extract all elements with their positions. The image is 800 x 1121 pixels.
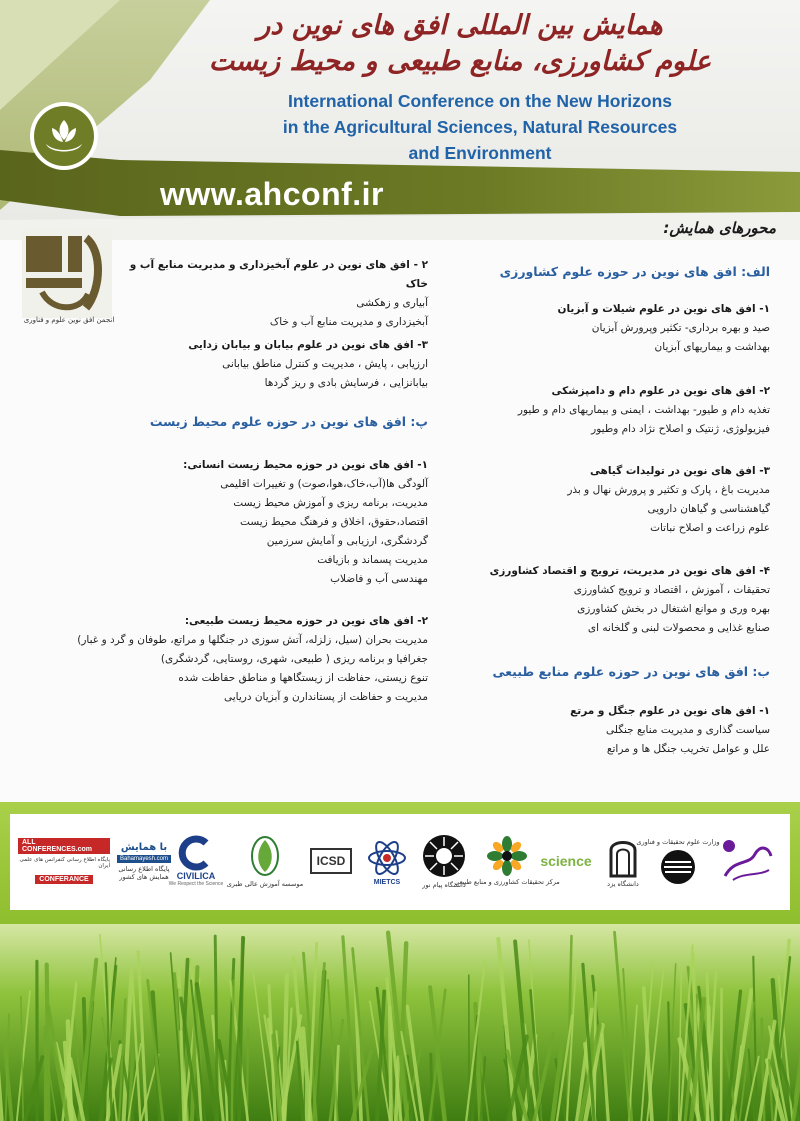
group-line: اقتصاد،حقوق، اخلاق و فرهنگ محیط زیست bbox=[240, 516, 428, 528]
group-title: ۱- افق های نوین در علوم جنگل و مرتع bbox=[570, 705, 770, 717]
bahamayesh-title: با همایش bbox=[120, 841, 168, 853]
agri-research-caption: مرکز تحقیقات کشاورزی و منابع طبیعی bbox=[454, 878, 560, 886]
group-line: آلودگی ها(آب،خاک،هوا،صوت) و تغییرات اقلیمی bbox=[220, 478, 428, 490]
group-line: تحقیقات ، آموزش ، اقتصاد و ترویج کشاورزی bbox=[573, 584, 770, 596]
bahamayesh-caption1: پایگاه اطلاع رسانی bbox=[118, 864, 170, 873]
group-line: مدیریت و حفاظت از پستاندارن و آبزیان دریایی bbox=[223, 691, 428, 703]
association-caption: انجمن افق نوین علوم و فناوری bbox=[23, 316, 115, 324]
grass-blade bbox=[721, 989, 722, 1121]
group-line: مدیریت بحران (سیل، زلزله، آتش سوزی در جنگلها و مراتع، طوفان و گرد و غبار) bbox=[77, 634, 428, 646]
group-line: آبیاری و زهکشی bbox=[356, 297, 428, 309]
yazd-caption: دانشگاه یزد bbox=[607, 880, 639, 888]
section-natural-resources-heading: ب: افق های نوین در حوزه علوم منابع طبیعی bbox=[492, 664, 770, 679]
agri-group-3 bbox=[430, 462, 770, 538]
group-line: علل و عوامل تخریب جنگل ها و مراتع bbox=[606, 743, 770, 755]
nr-group-2 bbox=[128, 256, 428, 332]
group-line: تنوع زیستی، حفاظت از زیستگاهها و مناطق حفاظت شده bbox=[178, 672, 428, 684]
title-english-line1: International Conference on the New Horizons bbox=[287, 91, 673, 111]
agri-research-center-logo[interactable] bbox=[454, 826, 560, 896]
group-line: گیاهشناسی و گیاهان دارویی bbox=[647, 503, 770, 515]
ministry-emblem-icon bbox=[659, 848, 697, 886]
group-line: بهداشت و بیماریهای آبزیان bbox=[654, 341, 770, 353]
group-title: ۲ - افق های نوین در علوم آبخیزداری و مدیریت منابع آب و خاک bbox=[129, 259, 428, 290]
icsd-logo[interactable] bbox=[306, 826, 356, 896]
calligraphy-emblem-icon bbox=[719, 836, 775, 886]
environment-institute-logo[interactable] bbox=[226, 826, 304, 896]
atom-icon bbox=[366, 837, 408, 879]
science-logo[interactable] bbox=[534, 826, 598, 896]
title-persian-line1: همایش بین المللی افق های نوین در bbox=[257, 10, 663, 41]
group-line: تغذیه دام و طیور- بهداشت ، ایمنی و بیماریهای دام و طیور bbox=[517, 404, 770, 416]
group-line: صید و بهره برداری- تکثیر وپرورش آبزیان bbox=[591, 322, 770, 334]
group-line: مدیریت، برنامه ریزی و آموزش محیط زیست bbox=[233, 497, 428, 509]
group-line: بهره وری و موانع اشتغال در بخش کشاورزی bbox=[577, 603, 770, 615]
flower-star-icon bbox=[487, 836, 527, 876]
group-title: ۳- افق های نوین در تولیدات گیاهی bbox=[589, 465, 770, 477]
leaf-emblem-icon bbox=[248, 834, 282, 878]
grass-blade bbox=[390, 1008, 391, 1121]
title-persian-line2: علوم کشاورزی، منابع طبیعی و محیط زیست bbox=[208, 46, 712, 77]
agri-group-2 bbox=[410, 382, 770, 439]
association-logo-icon bbox=[22, 228, 112, 318]
ministry-caption: وزارت علوم تحقیقات و فناوری bbox=[636, 838, 720, 846]
section-natural-resources bbox=[470, 662, 770, 682]
conference-emblem-icon bbox=[28, 100, 100, 172]
group-title: ۴- افق های نوین در مدیریت، ترویج و اقتصاد کشاورزی bbox=[489, 565, 770, 577]
civilica-tagline: We Respect the Science bbox=[168, 881, 224, 887]
section-agriculture bbox=[470, 262, 770, 282]
arch-emblem-icon bbox=[607, 834, 639, 878]
group-line: بیابانزایی ، فرسایش بادی و ریز گردها bbox=[264, 377, 428, 389]
axes-title: محورهای همایش: bbox=[663, 219, 776, 237]
environment-institute-caption: موسسه آموزش عالی طبری bbox=[226, 880, 304, 888]
group-line: مدیریت باغ ، پارک و تکثیر و پرورش نهال و بذر bbox=[567, 484, 770, 496]
group-line: مدیریت پسماند و بازیافت bbox=[317, 554, 428, 566]
group-line: صنایع غذایی و محصولات لبنی و گلخانه ای bbox=[587, 622, 770, 634]
title-english-line2: in the Agricultural Sciences, Natural Resources bbox=[282, 117, 678, 137]
env-group-2 bbox=[28, 612, 428, 707]
sunburst-icon bbox=[421, 833, 467, 879]
icsd-label: ICSD bbox=[310, 848, 353, 874]
group-line: سیاست گذاری و مدیریت منابع جنگلی bbox=[605, 724, 770, 736]
allconferences-logo[interactable] bbox=[18, 826, 110, 896]
group-title: ۱- افق های نوین در حوزه محیط زیست انسانی: bbox=[183, 459, 428, 471]
group-line: فیزیولوژی، ژنتیک و اصلاح نژاد دام وطیور bbox=[591, 423, 770, 435]
nr-group-1 bbox=[470, 702, 770, 759]
allconferences-title: ALL CONFERENCES.com bbox=[18, 838, 110, 854]
payamnoor-caption: دانشگاه پیام نور bbox=[422, 881, 466, 889]
grass-background bbox=[0, 924, 800, 1121]
tabari-institute-logo[interactable] bbox=[712, 826, 782, 896]
group-line: جغرافیا و برنامه ریزی ( طبیعی، شهری، روستایی، گردشگری) bbox=[160, 653, 428, 665]
yazd-university-logo[interactable] bbox=[598, 826, 648, 896]
group-title: ۲- افق های نوین در حوزه محیط زیست طبیعی: bbox=[184, 615, 428, 627]
group-title: ۲- افق های نوین در علوم دام و دامپزشکی bbox=[551, 385, 770, 397]
group-title: ۱- افق های نوین در علوم شیلات و آبزیان bbox=[557, 303, 770, 315]
website-link[interactable]: www.ahconf.ir bbox=[160, 176, 384, 212]
mietcs-label: MIETCS bbox=[373, 878, 401, 886]
section-environment-heading: پ: افق های نوین در حوزه علوم محیط زیست bbox=[149, 414, 428, 429]
bahamayesh-url: Bahamayesh.com bbox=[117, 855, 171, 863]
allconferences-subtitle: پایگاه اطلاع رسانی کنفرانس های علمی ایران bbox=[19, 857, 110, 869]
science-label: science bbox=[540, 853, 592, 869]
bahamayesh-caption2: همایش های کشور bbox=[119, 872, 169, 881]
agri-group-4 bbox=[430, 562, 770, 638]
section-agriculture-heading: الف: افق های نوین در حوزه علوم کشاورزی bbox=[499, 264, 770, 279]
group-title: ۳- افق های نوین در علوم بیابان و بیابان زدایی bbox=[188, 339, 428, 351]
conferance-label: CONFERANCE bbox=[35, 875, 92, 884]
section-environment bbox=[128, 412, 428, 432]
mietcs-logo[interactable] bbox=[360, 826, 414, 896]
env-group-1 bbox=[98, 456, 428, 589]
group-line: علوم زراعت و اصلاح نباتات bbox=[650, 522, 770, 534]
ministry-logo[interactable] bbox=[636, 826, 720, 896]
agri-group-1 bbox=[430, 300, 770, 357]
civilica-c-icon bbox=[176, 835, 216, 871]
nr-group-3 bbox=[128, 336, 428, 393]
group-line: ارزیابی ، پایش ، مدیریت و کنترل مناطق بیابانی bbox=[222, 358, 428, 370]
title-english-line3: and Environment bbox=[408, 143, 552, 163]
grass-blade bbox=[47, 965, 49, 1121]
civilica-logo[interactable] bbox=[166, 826, 226, 896]
group-line: مهندسی آب و فاضلاب bbox=[330, 573, 428, 585]
group-line: آبخیزداری و مدیریت منابع آب و خاک bbox=[269, 316, 428, 328]
civilica-name: CIVILICA bbox=[176, 871, 216, 881]
group-line: گردشگری، ارزیابی و آمایش سرزمین bbox=[266, 535, 428, 547]
